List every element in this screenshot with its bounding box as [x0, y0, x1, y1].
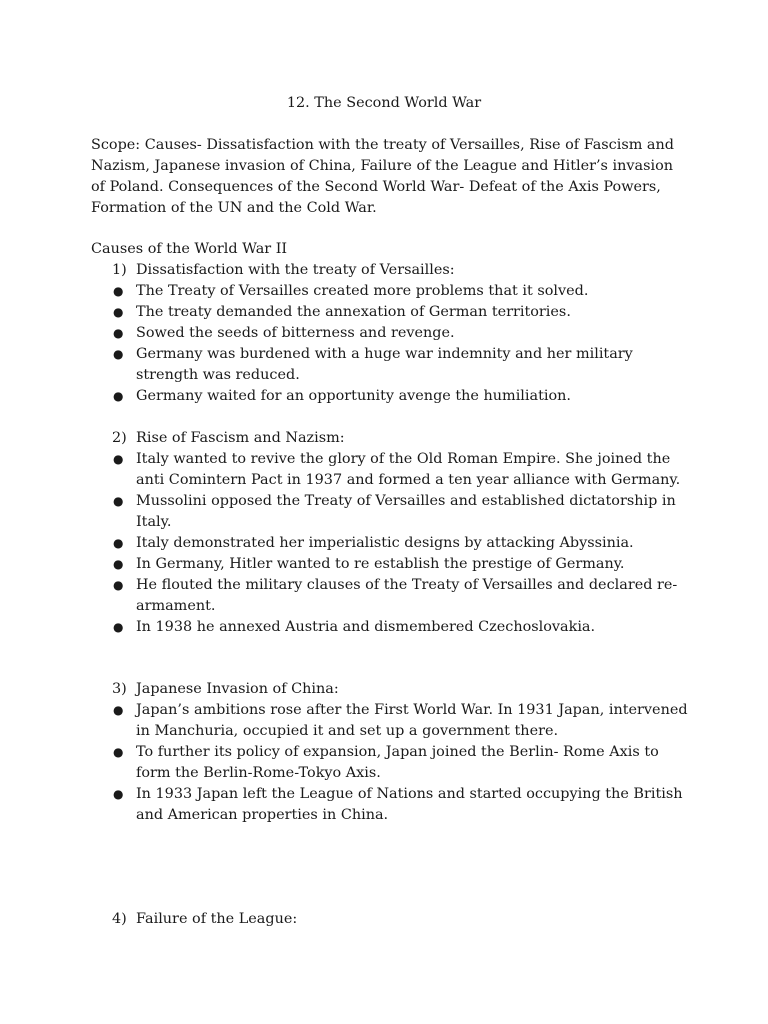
section-title: Japanese Invasion of China: [136, 681, 339, 697]
bullet-list [91, 449, 691, 638]
section-title: Dissatisfaction with the treaty of Versailles: [136, 262, 455, 278]
causes-heading: Causes of the World War II [91, 241, 288, 257]
list-item: ● In Germany, Hitler wanted to re establish the prestige of Germany. [91, 554, 691, 575]
list-item: ● Germany was burdened with a huge war indemnity and her military strength was reduced. [113, 346, 633, 383]
section-title: Rise of Fascism and Nazism: [136, 430, 345, 446]
bullet-icon: ● [113, 347, 124, 361]
list-item: ● The treaty demanded the annexation of German territories. [91, 302, 691, 323]
bullet-icon: ● [113, 389, 124, 403]
bullet-list [91, 700, 691, 826]
section-heading [91, 909, 691, 930]
section-number: 3) [112, 681, 127, 697]
section-4 [91, 909, 691, 930]
bullet-icon: ● [113, 494, 124, 508]
bullet-icon: ● [113, 305, 124, 319]
section-3 [91, 679, 691, 826]
list-item: ● In 1938 he annexed Austria and dismembered Czechoslovakia. [91, 617, 691, 638]
bullet-icon: ● [113, 787, 124, 801]
list-item: ● Mussolini opposed the Treaty of Versailles and established dictatorship in Italy. [113, 493, 676, 530]
list-item: ● To further its policy of expansion, Japan joined the Berlin- Rome Axis to form the Berlin-Rome-Tokyo Axis. [113, 744, 659, 781]
bullet-icon: ● [113, 284, 124, 298]
list-item: ● Sowed the seeds of bitterness and revenge. [91, 323, 691, 344]
section-heading [91, 428, 691, 449]
section-2 [91, 428, 691, 638]
bullet-icon: ● [113, 536, 124, 550]
section-title: Failure of the League: [136, 911, 298, 927]
section-heading [91, 260, 691, 281]
bullet-icon: ● [113, 703, 124, 717]
section-number: 1) [112, 262, 127, 278]
bullet-list [91, 281, 691, 407]
section-1 [91, 260, 691, 407]
list-item: ● He flouted the military clauses of the Treaty of Versailles and declared re-armament. [113, 577, 678, 614]
section-number: 2) [112, 430, 127, 446]
page-title: 12. The Second World War [286, 95, 482, 111]
list-item: ● Germany waited for an opportunity avenge the humiliation. [91, 386, 691, 407]
bullet-icon: ● [113, 578, 124, 592]
scope-paragraph: Scope: Causes- Dissatisfaction with the treaty of Versailles, Rise of Fascism and Nazism, Japanese invasion of China, Failure of the League and Hitler’s invasion of Poland. Consequences of the Second World War- Defeat of the Axis Powers, Formation of the UN and the Cold War. [91, 137, 674, 216]
bullet-icon: ● [113, 745, 124, 759]
list-item: ● Italy demonstrated her imperialistic designs by attacking Abyssinia. [91, 533, 691, 554]
bullet-icon: ● [113, 557, 124, 571]
bullet-icon: ● [113, 326, 124, 340]
list-item: ● In 1933 Japan left the League of Nations and started occupying the British and American properties in China. [113, 786, 683, 823]
section-number: 4) [112, 911, 127, 927]
list-item: ● Japan’s ambitions rose after the First World War. In 1931 Japan, intervened in Manchuria, occupied it and set up a government there. [113, 702, 688, 739]
bullet-icon: ● [113, 452, 124, 466]
list-item: ● Italy wanted to revive the glory of the Old Roman Empire. She joined the anti Comintern Pact in 1937 and formed a ten year alliance with Germany. [113, 451, 681, 488]
bullet-icon: ● [113, 620, 124, 634]
section-heading [91, 679, 691, 700]
list-item: ● The Treaty of Versailles created more problems that it solved. [91, 281, 691, 302]
